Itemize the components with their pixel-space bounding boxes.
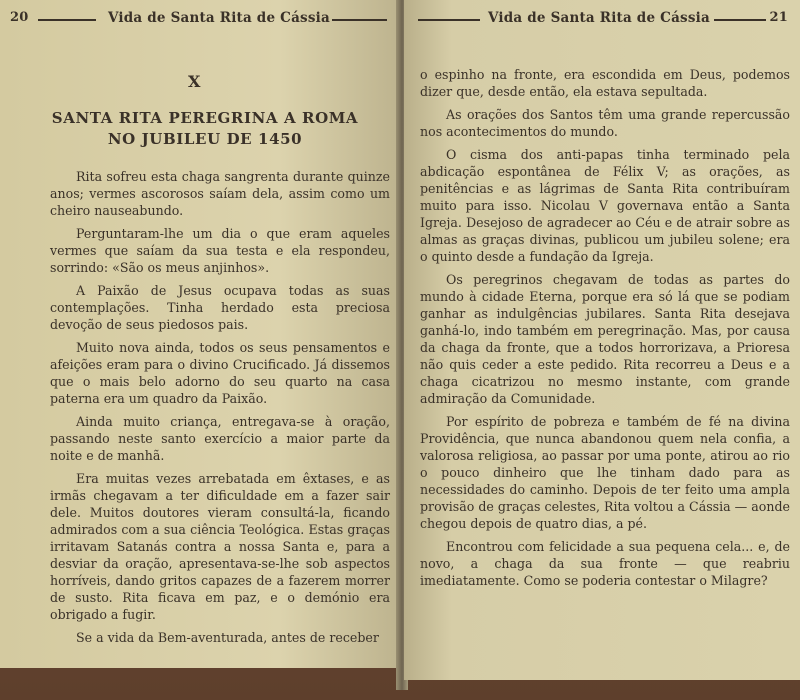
right-header-rule-2 <box>714 19 766 21</box>
paragraph: Muito nova ainda, todos os seus pensamentos e afeições eram para o divino Crucificado. Já dissemos que o mais belo adorno do seu quarto na casa paterna era um quadro da Paixão. <box>50 340 390 406</box>
paragraph: Ainda muito criança, entregava-se à oração, passando neste santo exercício a maior parte da noite e de manhã. <box>50 414 390 463</box>
paragraph: Perguntaram-lhe um dia o que eram aqueles vermes que saíam da sua testa e ela respondeu, sorrindo: «São os meus anjinhos». <box>50 226 390 275</box>
paragraph: As orações dos Santos têm uma grande repercussão nos acontecimentos do mundo. <box>420 107 790 139</box>
right-body-text <box>420 66 790 595</box>
right-page-number: 21 <box>769 10 788 25</box>
right-page <box>404 0 800 680</box>
paragraph: Se a vida da Bem-aventurada, antes de receber <box>76 630 379 645</box>
continuation-paragraph: o espinho na fronte, era escondida em Deus, podemos dizer que, desde então, ela estava sepultada. <box>420 67 790 99</box>
paragraph: Era muitas vezes arrebatada em êxtases, e as irmãs chegavam a ter dificuldade em a fazer sair dele. Muitos doutores vieram consultá-la, ficando admirados com a sua ciência Teológica. Estas graças irritavam Satanás contra a nossa Santa e, para a desviar da oração, apresentava-se-lhe sob aspectos horríveis, dando gritos capazes de a fazerem morrer de susto. Rita ficava em paz, e o demónio era obrigado a fugir. <box>50 471 390 622</box>
paragraph: Os peregrinos chegavam de todas as partes do mundo à cidade Eterna, porque era só lá que se podiam ganhar as indulgências jubilares. Santa Rita desejava ganhá-lo, indo também em peregrinação. Mas, por causa da chaga da fronte, que a todos horrorizava, a Prioresa não quis ceder a este pedido. Rita recorreu a Deus e a chaga cicatrizou no mesmo instante, com grande admiração da Comunidade. <box>420 272 790 406</box>
paragraph: A Paixão de Jesus ocupava todas as suas contemplações. Tinha herdado esta preciosa devoção de seus piedosos pais. <box>50 283 390 332</box>
left-page <box>0 0 400 668</box>
right-header-title: Vida de Santa Rita de Cássia <box>488 10 710 26</box>
chapter-title-line-2: NO JUBILEU DE 1450 <box>107 130 303 148</box>
paragraph: Encontrou com felicidade a sua pequena cela... e, de novo, a chaga da sua fronte — que reabriu imediatamente. Como se poderia contestar o Milagre? <box>420 539 790 588</box>
right-header-rule-1 <box>418 19 480 21</box>
chapter-title <box>40 108 370 150</box>
left-body-text <box>50 168 390 652</box>
left-header-rule-1 <box>38 19 96 21</box>
left-header-rule-2 <box>332 19 387 21</box>
paragraph: Por espírito de pobreza e também de fé na divina Providência, que nunca abandonou quem nela confia, a valorosa religiosa, ao passar por uma ponte, atirou ao rio o pouco dinheiro que lhe tinham dado para as necessidades do caminho. Depois de ter feito uma ampla provisão de graças celestes, Rita voltou a Cássia — aonde chegou depois de quatro dias, a pé. <box>420 414 790 531</box>
left-page-number: 20 <box>10 10 29 25</box>
chapter-number: X <box>188 72 201 91</box>
chapter-title-line-1: SANTA RITA PEREGRINA A ROMA <box>51 109 359 127</box>
left-header-title: Vida de Santa Rita de Cássia <box>108 10 330 26</box>
paragraph: Rita sofreu esta chaga sangrenta durante quinze anos; vermes ascorosos saíam dela, assim como um cheiro nauseabundo. <box>50 169 390 218</box>
paragraph: O cisma dos anti-papas tinha terminado pela abdicação espontânea de Félix V; as orações, as penitências e as lágrimas de Santa Rita contribuíram muito para isso. Nicolau V governava então a Santa Igreja. Desejoso de agradecer ao Céu e de atrair sobre as almas as graças divinas, publicou um jubileu solene; era o quinto desde a fundação da Igreja. <box>420 147 790 264</box>
